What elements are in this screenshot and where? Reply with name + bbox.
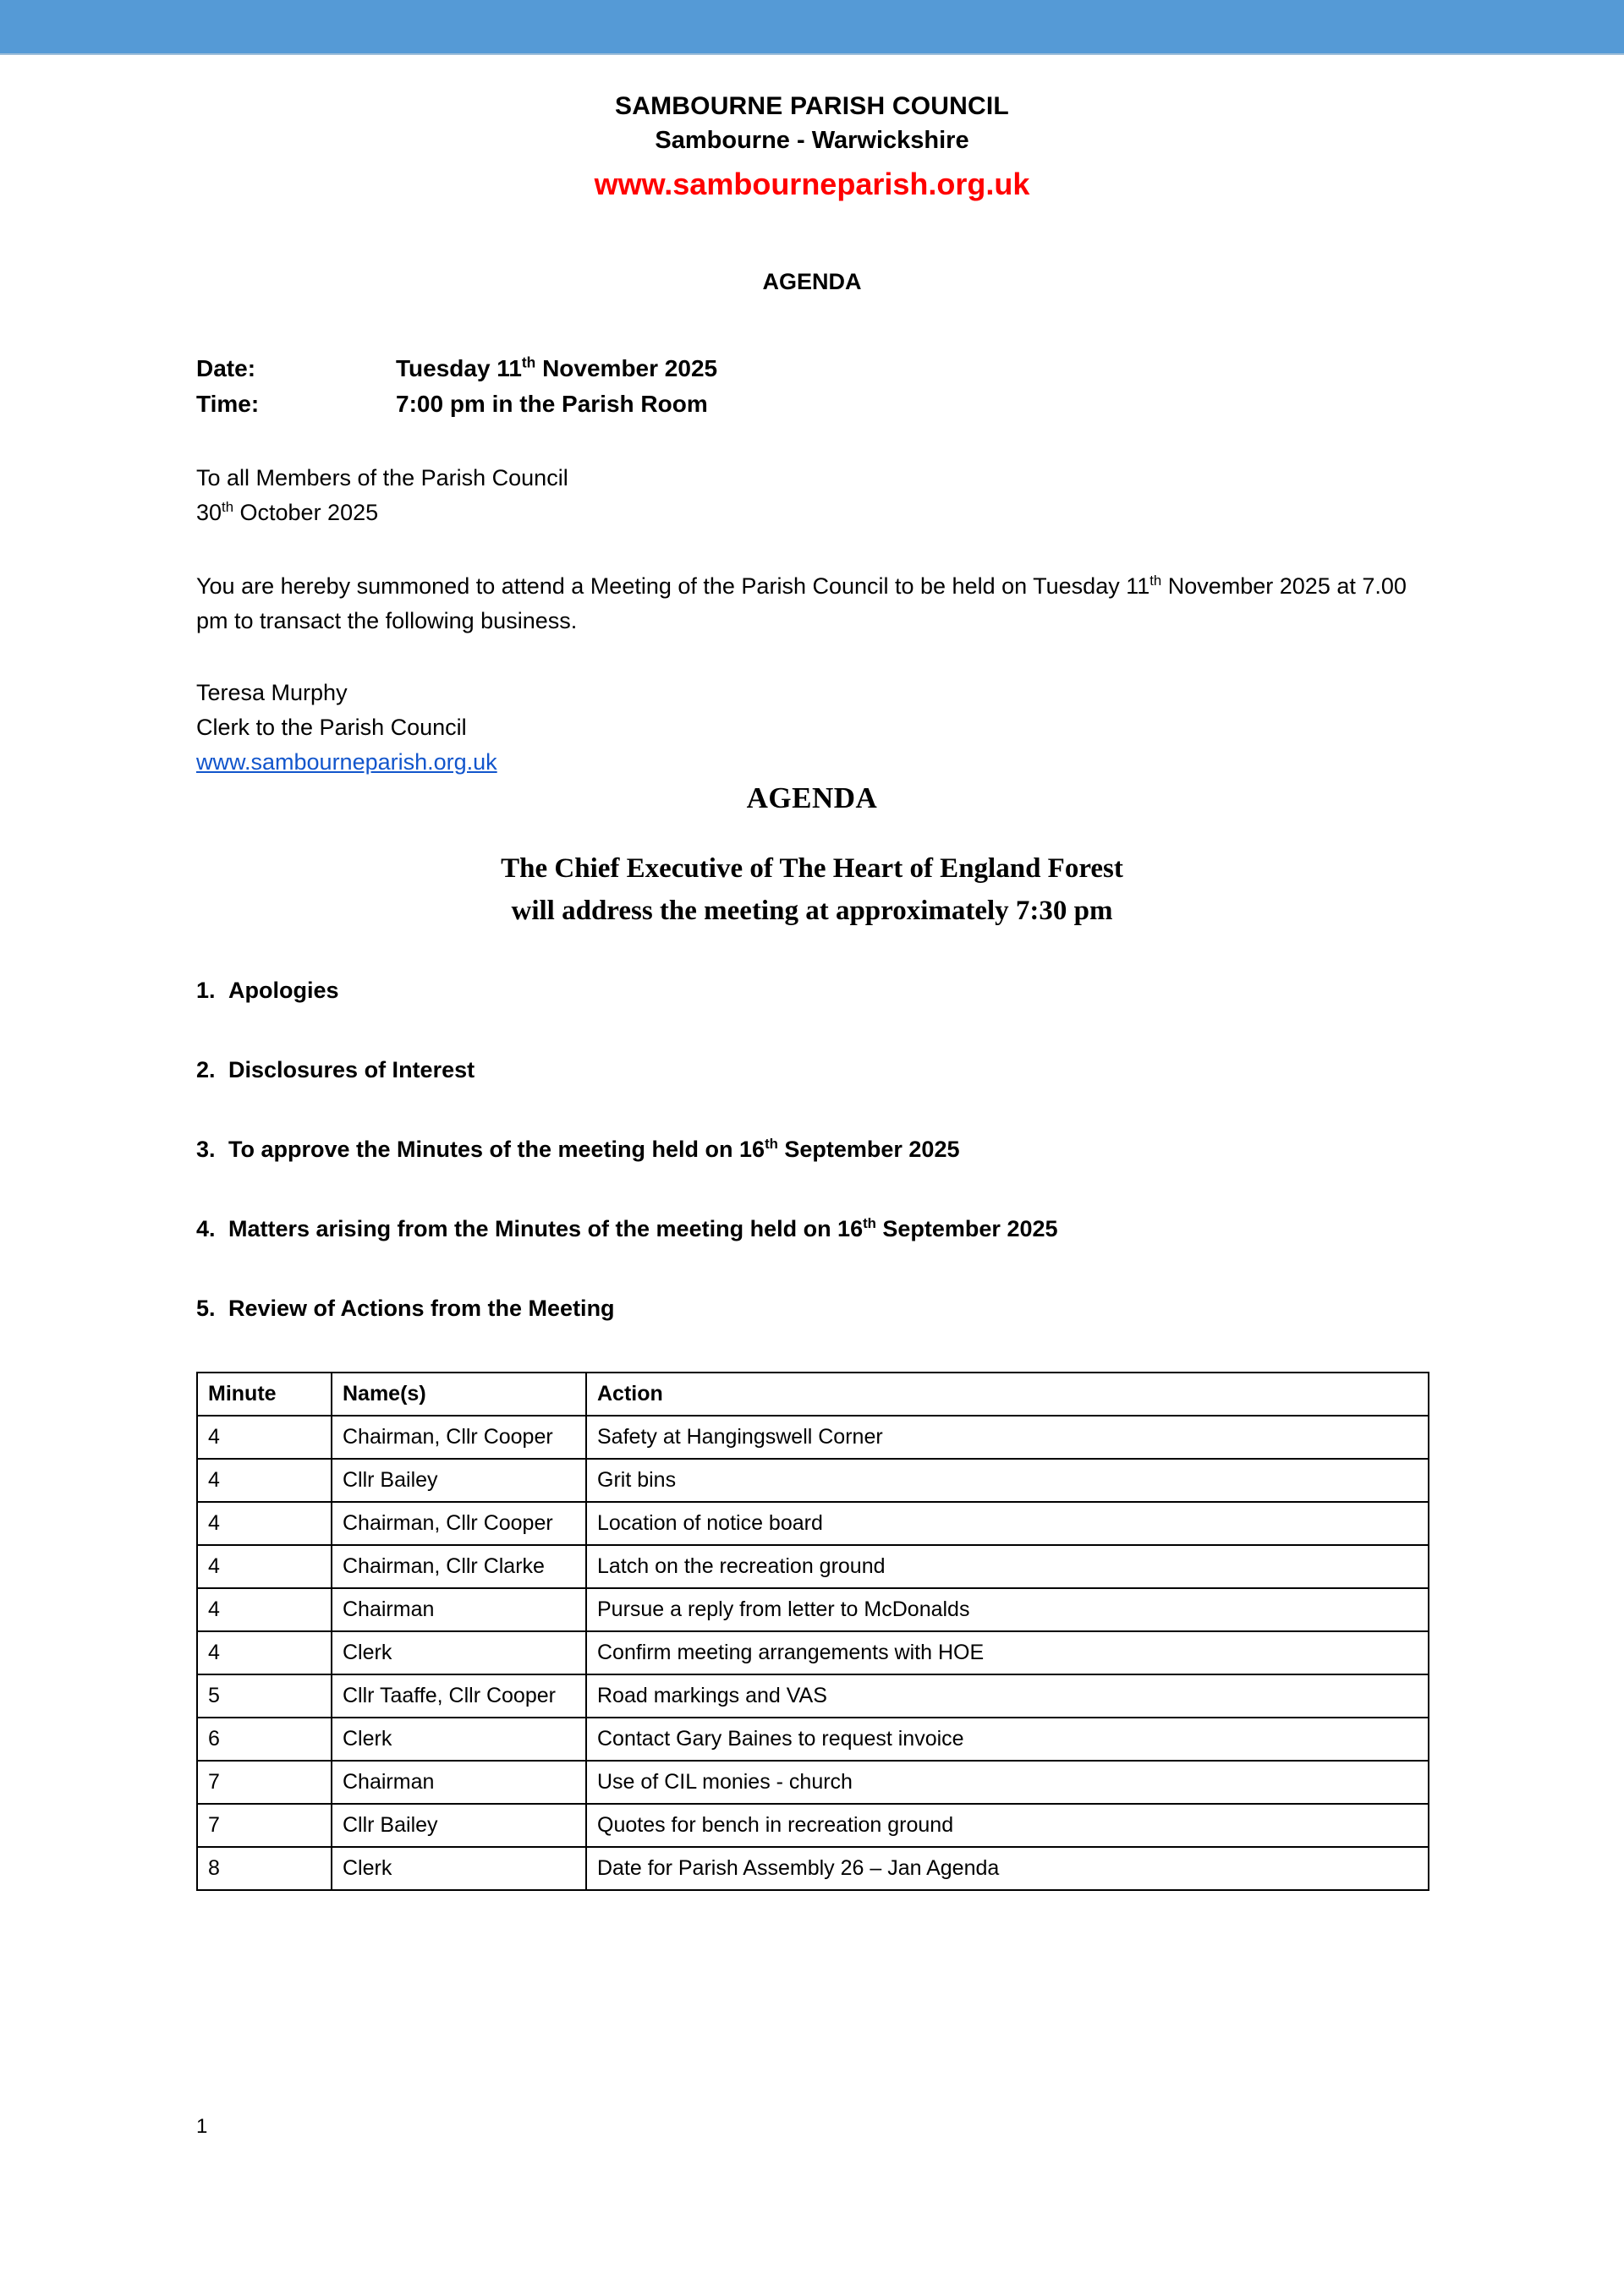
cell-minute: 4 [197, 1416, 332, 1459]
cell-names: Chairman, Cllr Cooper [332, 1416, 586, 1459]
meeting-date-value [396, 351, 1428, 386]
table-row [197, 1847, 1429, 1890]
table-row [197, 1459, 1429, 1502]
organisation-name: SAMBOURNE PARISH COUNCIL [615, 92, 1009, 120]
agenda-item-4-text-post: September 2025 [875, 1216, 1058, 1241]
agenda-item-2-number: 2. [196, 1057, 216, 1082]
cell-action: Safety at Hangingswell Corner [586, 1416, 1429, 1459]
cell-minute: 4 [197, 1459, 332, 1502]
cell-action: Location of notice board [586, 1502, 1429, 1545]
summons-ordinal: th [1149, 573, 1162, 589]
meeting-time-row [196, 386, 1428, 422]
cell-action: Contact Gary Baines to request invoice [586, 1718, 1429, 1761]
spacer [196, 530, 1428, 569]
cell-names: Clerk [332, 1718, 586, 1761]
table-row [197, 1674, 1429, 1718]
meeting-details [196, 351, 1428, 780]
meeting-date-month-year: November 2025 [535, 355, 718, 381]
table-row [197, 1502, 1429, 1545]
agenda-item-3-text-post: September 2025 [777, 1137, 960, 1162]
agenda-item-4 [196, 1213, 1428, 1245]
agenda-item-4-number: 4. [196, 1216, 216, 1241]
meeting-date-ordinal: th [521, 353, 536, 371]
table-row [197, 1588, 1429, 1631]
organisation-website: www.sambourneparish.org.uk [594, 167, 1030, 201]
agenda-item-3-number: 3. [196, 1137, 216, 1162]
agenda-item-1 [196, 974, 1428, 1006]
column-header-action: Action [586, 1373, 1429, 1416]
table-row [197, 1545, 1429, 1588]
cell-names: Chairman [332, 1761, 586, 1804]
table-row [197, 1718, 1429, 1761]
letter-date-ordinal: th [222, 499, 234, 515]
agenda-item-2 [196, 1054, 1428, 1086]
letter-date-day: 30 [196, 500, 222, 525]
table-row [197, 1804, 1429, 1847]
agenda-item-1-text: Apologies [228, 978, 339, 1003]
actions-review-table [196, 1372, 1429, 1891]
website-link[interactable]: www.sambourneparish.org.uk [196, 749, 497, 775]
agenda-item-1-number: 1. [196, 978, 216, 1003]
agenda-item-5-text: Review of Actions from the Meeting [228, 1296, 615, 1321]
cell-names: Chairman [332, 1588, 586, 1631]
meeting-date-label: Date: [196, 355, 256, 381]
letter-date-month-year: October 2025 [233, 500, 379, 525]
cell-minute: 4 [197, 1631, 332, 1674]
meeting-date-text: Tuesday 11 [396, 355, 522, 381]
speaker-notice-line-1: The Chief Executive of The Heart of England Forest [501, 853, 1123, 884]
meeting-date-row [196, 351, 1428, 386]
agenda-item-5-number: 5. [196, 1296, 216, 1321]
masthead [0, 91, 1624, 203]
summons-paragraph [196, 569, 1428, 638]
spacer [196, 422, 1428, 461]
cell-action: Pursue a reply from letter to McDonalds [586, 1588, 1429, 1631]
speaker-notice [0, 847, 1624, 932]
cell-minute: 6 [197, 1718, 332, 1761]
page-number: 1 [196, 2115, 208, 2138]
cell-names: Chairman, Cllr Cooper [332, 1502, 586, 1545]
cell-names: Cllr Bailey [332, 1459, 586, 1502]
agenda-item-3-ordinal: th [765, 1136, 778, 1152]
agenda-item-list [196, 974, 1428, 1324]
cell-minute: 4 [197, 1545, 332, 1588]
cell-minute: 4 [197, 1502, 332, 1545]
actions-table-head [197, 1373, 1429, 1416]
agenda-item-3-text-pre: To approve the Minutes of the meeting held on 16 [228, 1137, 765, 1162]
cell-action: Use of CIL monies - church [586, 1761, 1429, 1804]
addressee-line: To all Members of the Parish Council [196, 465, 568, 490]
cell-action: Quotes for bench in recreation ground [586, 1804, 1429, 1847]
speaker-notice-line-2: will address the meeting at approximately 7:30 pm [511, 896, 1113, 926]
cell-action: Date for Parish Assembly 26 – Jan Agenda [586, 1847, 1429, 1890]
cell-names: Clerk [332, 1631, 586, 1674]
table-header-row [197, 1373, 1429, 1416]
agenda-item-3-text [228, 1133, 1428, 1165]
summons-part-1: You are hereby summoned to attend a Meeting of the Parish Council to be held on Tuesday 11 [196, 573, 1150, 599]
cell-action: Grit bins [586, 1459, 1429, 1502]
cell-action: Confirm meeting arrangements with HOE [586, 1631, 1429, 1674]
clerk-role: Clerk to the Parish Council [196, 715, 467, 740]
agenda-heading-primary: AGENDA [762, 269, 862, 294]
agenda-item-4-text-pre: Matters arising from the Minutes of the meeting held on 16 [228, 1216, 864, 1241]
cell-names: Cllr Bailey [332, 1804, 586, 1847]
agenda-item-3 [196, 1133, 1428, 1165]
agenda-item-4-text [228, 1213, 1428, 1245]
cell-minute: 5 [197, 1674, 332, 1718]
agenda-heading-secondary: AGENDA [746, 781, 878, 814]
meeting-time-label: Time: [196, 391, 260, 417]
meeting-time-value: 7:00 pm in the Parish Room [396, 391, 708, 417]
table-row [197, 1416, 1429, 1459]
summons-part-2: November 2025 at 7.00 pm to transact the following business. [196, 573, 1407, 633]
cell-action: Road markings and VAS [586, 1674, 1429, 1718]
clerk-name: Teresa Murphy [196, 680, 348, 705]
cell-names: Clerk [332, 1847, 586, 1890]
table-row [197, 1631, 1429, 1674]
cell-minute: 4 [197, 1588, 332, 1631]
column-header-minute: Minute [197, 1373, 332, 1416]
agenda-item-4-ordinal: th [863, 1215, 876, 1231]
agenda-item-2-text: Disclosures of Interest [228, 1057, 475, 1082]
letter-date [196, 496, 1428, 530]
cell-minute: 7 [197, 1804, 332, 1847]
cell-names: Cllr Taaffe, Cllr Cooper [332, 1674, 586, 1718]
spacer [196, 638, 1428, 676]
clerk-website-link-row [196, 745, 1428, 780]
cell-minute: 8 [197, 1847, 332, 1890]
actions-table-body [197, 1416, 1429, 1890]
organisation-location: Sambourne - Warwickshire [655, 127, 969, 154]
agenda-item-5 [196, 1292, 1428, 1324]
cell-names: Chairman, Cllr Clarke [332, 1545, 586, 1588]
table-row [197, 1761, 1429, 1804]
cell-action: Latch on the recreation ground [586, 1545, 1429, 1588]
cell-minute: 7 [197, 1761, 332, 1804]
column-header-names: Name(s) [332, 1373, 586, 1416]
